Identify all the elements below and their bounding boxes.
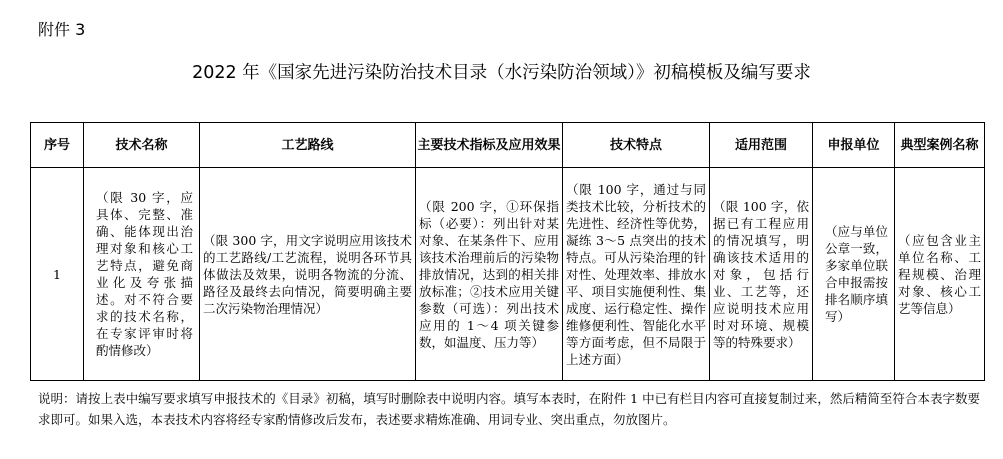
cell-applicant-text: （应与单位公章一致，多家单位联合申报需按排名顺序填写） [825,224,888,324]
header-applicant: 申报单位 [813,123,895,168]
header-no: 序号 [31,123,84,168]
header-scope: 适用范围 [710,123,813,168]
cell-indicators [416,168,563,381]
attachment-label: 附件 3 [38,20,86,39]
cell-case-name-text: （应包含业主单位名称、工程规模、治理对象、核心工艺等信息） [898,232,981,316]
cell-case-name [895,168,985,381]
document-title: 2022 年《国家先进污染防治技术目录（水污染防治领域）》初稿模板及编写要求 [192,63,811,83]
cell-tech-name [84,168,200,381]
cell-process-route [200,168,416,381]
cell-indicators-text: （限 200 字，①环保指标（必要）：列出针对某对象、在某条件下、应用该技术治理前后的污染物排放情况，达到的相关排放标准；②技术应用关键参数（可选）：列出技术应用的 1～4 项关键参数，如温度、压力等） [419,198,559,350]
header-case-name: 典型案例名称 [895,123,985,168]
header-process-route: 工艺路线 [200,123,416,168]
header-features: 技术特点 [563,123,710,168]
cell-tech-name-text: （限 30 字，应具体、完整、准确、能体现出治理对象和核心工艺特点，避免商业化及夸张描述。对不符合要求的技术名称，在专家评审时将酌情修改） [96,190,193,358]
footnote: 说明：请按上表中编写要求填写申报技术的《目录》初稿，填写时删除表中说明内容。填写本表时，在附件 1 中已有栏目内容可直接复制过来，然后精简至符合本表字数要求即可。如果入选，本表技术内容将经专家酌情修改后发布，表述要求精炼准确、用词专业、突出重点，勿放图片。 [38,391,980,427]
cell-applicant [813,168,895,381]
cell-features [563,168,710,381]
header-indicators: 主要技术指标及应用效果 [416,123,563,168]
cell-process-route-text: （限 300 字，用文字说明应用该技术的工艺路线/工艺流程，说明各环节具体做法及效果，说明各物流的分流、路径及最终去向情况，简要明确主要二次污染物治理情况） [203,232,412,316]
cell-no: 1 [31,168,84,381]
cell-features-text: （限 100 字，通过与同类技术比较，分析技术的先进性、经济性等优势，凝练 3～5 点突出的技术特点。可从污染治理的针对性、处理效率、排放水平、项目实施便利性、集成度、运行稳定性、操作维修便利性、智能化水平等方面考虑，但不局限于上述方面） [566,181,706,367]
header-tech-name: 技术名称 [84,123,200,168]
header-row [31,123,985,168]
template-table [30,122,985,381]
cell-scope [710,168,813,381]
cell-scope-text: （限 100 字，依据已有工程应用的情况填写，明确该技术适用的对象，包括行业、工艺等，还应说明技术应用时对环境、规模等的特殊要求） [713,198,809,350]
table-row [31,168,985,381]
